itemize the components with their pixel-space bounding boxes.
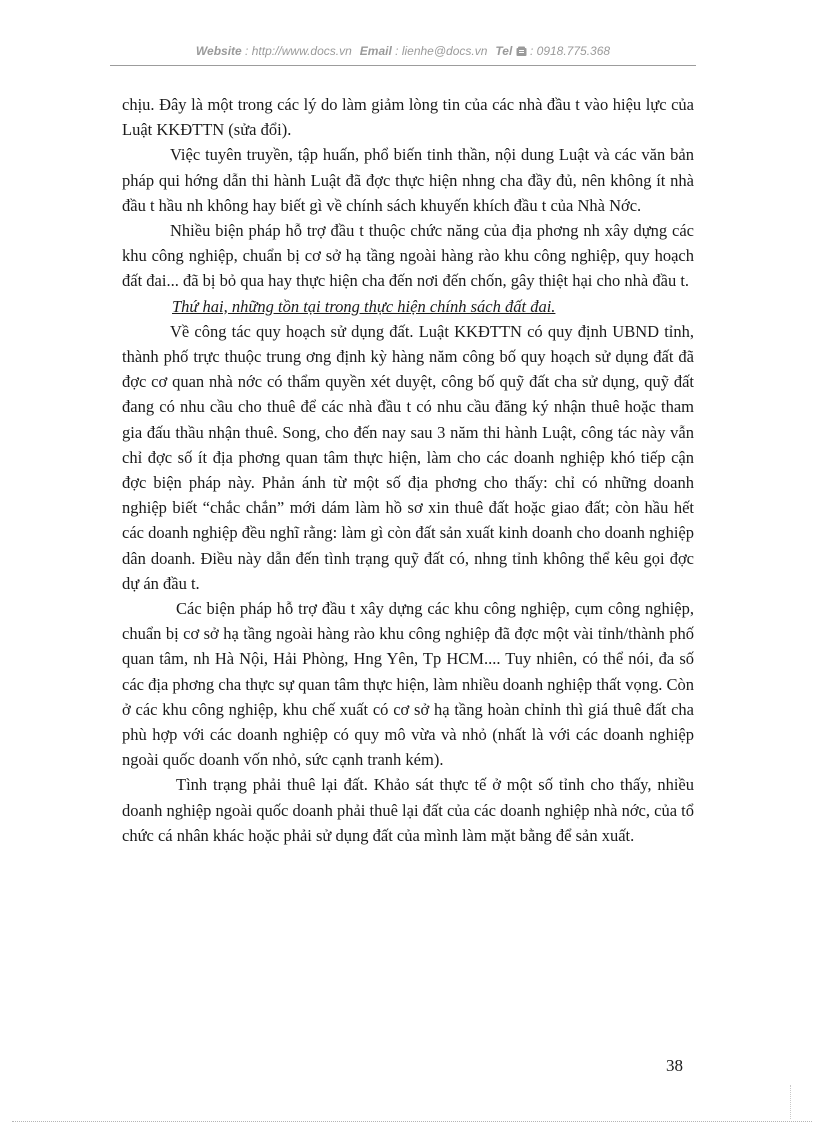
page-bottom-border — [12, 1121, 812, 1122]
document-body — [122, 92, 694, 848]
page-header: Website : http://www.docs.vn Email : lienhe@docs.vn Tel : 0918.775.368 — [195, 44, 611, 58]
page-corner-mark — [790, 1085, 811, 1119]
tel-label: Tel — [495, 44, 513, 58]
section-heading: Thứ hai, những tồn tại trong thực hiện chính sách đất đai. — [172, 296, 556, 316]
paragraph-3: Nhiều biện pháp hỗ trợ đầu t thuộc chức năng của địa phơng nh xây dựng các khu công nghiệp, chuẩn bị cơ sở hạ tầng ngoài hàng rào khu công nghiệp, quy hoạch đất đai... đã bị bỏ qua hay thực hiện cha đến nơi đến chốn, gây thiệt hại cho nhà đầu t. — [122, 221, 694, 291]
email-value: lienhe@docs.vn — [401, 44, 488, 58]
website-label: Website — [195, 44, 242, 58]
email-label: Email — [359, 44, 392, 58]
paragraph-6: Tình trạng phải thuê lại đất. Khảo sát thực tế ở một số tỉnh cho thấy, nhiều doanh nghiệp ngoài quốc doanh phải thuê lại đất của các doanh nghiệp nhà nớc, của tổ chức cá nhân khác hoặc phải sử dụng đất của mình làm mặt bằng để sản xuất. — [122, 775, 694, 845]
phone-icon — [516, 46, 527, 60]
paragraph-5: Các biện pháp hỗ trợ đầu t xây dựng các khu công nghiệp, cụm công nghiệp, chuẩn bị cơ sở hạ tầng ngoài hàng rào khu công nghiệp đã đợc một vài tỉnh/thành phố quan tâm, nh Hà Nội, Hải Phòng, Hng Yên, Tp HCM.... Tuy nhiên, có thể nói, đa số các địa phơng cha thực sự quan tâm thực hiện, làm nhiều doanh nghiệp thất vọng. Còn ở các khu công nghiệp, khu chế xuất có cơ sở hạ tầng hoàn chỉnh thì giá thuê đất cha phù hợp với các doanh nghiệp có quy mô vừa và nhỏ (nhất là với các doanh nghiệp ngoài quốc doanh vốn nhỏ, sức cạnh tranh kém). — [122, 599, 694, 770]
paragraph-4: Về công tác quy hoạch sử dụng đất. Luật KKĐTTN có quy định UBND tỉnh, thành phố trực thuộc trung ơng định kỳ hàng năm công bố quy hoạch sử dụng đất đã đợc cơ quan nhà nớc có thẩm quyền xét duyệt, công bố quỹ đất cha sử dụng, quỹ đất đang có nhu cầu cho thuê để các nhà đầu t có nhu cầu đăng ký nhận thuê hoặc tham gia đấu thầu nhận thuê. Song, cho đến nay sau 3 năm thi hành Luật, công tác này vẫn chỉ đợc số ít địa phơng quan tâm thực hiện, làm cho các doanh nghiệp khó tiếp cận đợc biện pháp này. Phản ánh từ một số địa phơng cho thấy: chỉ có những doanh nghiệp biết “chắc chắn” mới dám làm hồ sơ xin thuê đất hoặc giao đất; còn hầu hết các doanh nghiệp đều nghĩ rằng: làm gì còn đất sản xuất kinh doanh cho doanh nghiệp dân doanh. Điều này dẫn đến tình trạng quỹ đất có, nhng tỉnh không thể kêu gọi đợc dự án đầu t. — [122, 321, 694, 593]
header-divider — [110, 65, 696, 66]
website-value: http://www.docs.vn — [251, 44, 352, 58]
paragraph-2: Việc tuyên truyền, tập huấn, phổ biến tinh thần, nội dung Luật và các văn bản pháp qui hớng dẫn thi hành Luật đã đợc thực hiện nhng cha đầy đủ, nên không ít nhà đầu t hầu nh không hay biết gì về chính sách khuyến khích đầu t của Nhà Nớc. — [122, 145, 694, 215]
tel-value: 0918.775.368 — [536, 44, 611, 58]
page-number: 38 — [666, 1056, 683, 1075]
paragraph-1: chịu. Đây là một trong các lý do làm giảm lòng tin của các nhà đầu t vào hiệu lực của Luật KKĐTTN (sửa đổi). — [122, 95, 694, 140]
